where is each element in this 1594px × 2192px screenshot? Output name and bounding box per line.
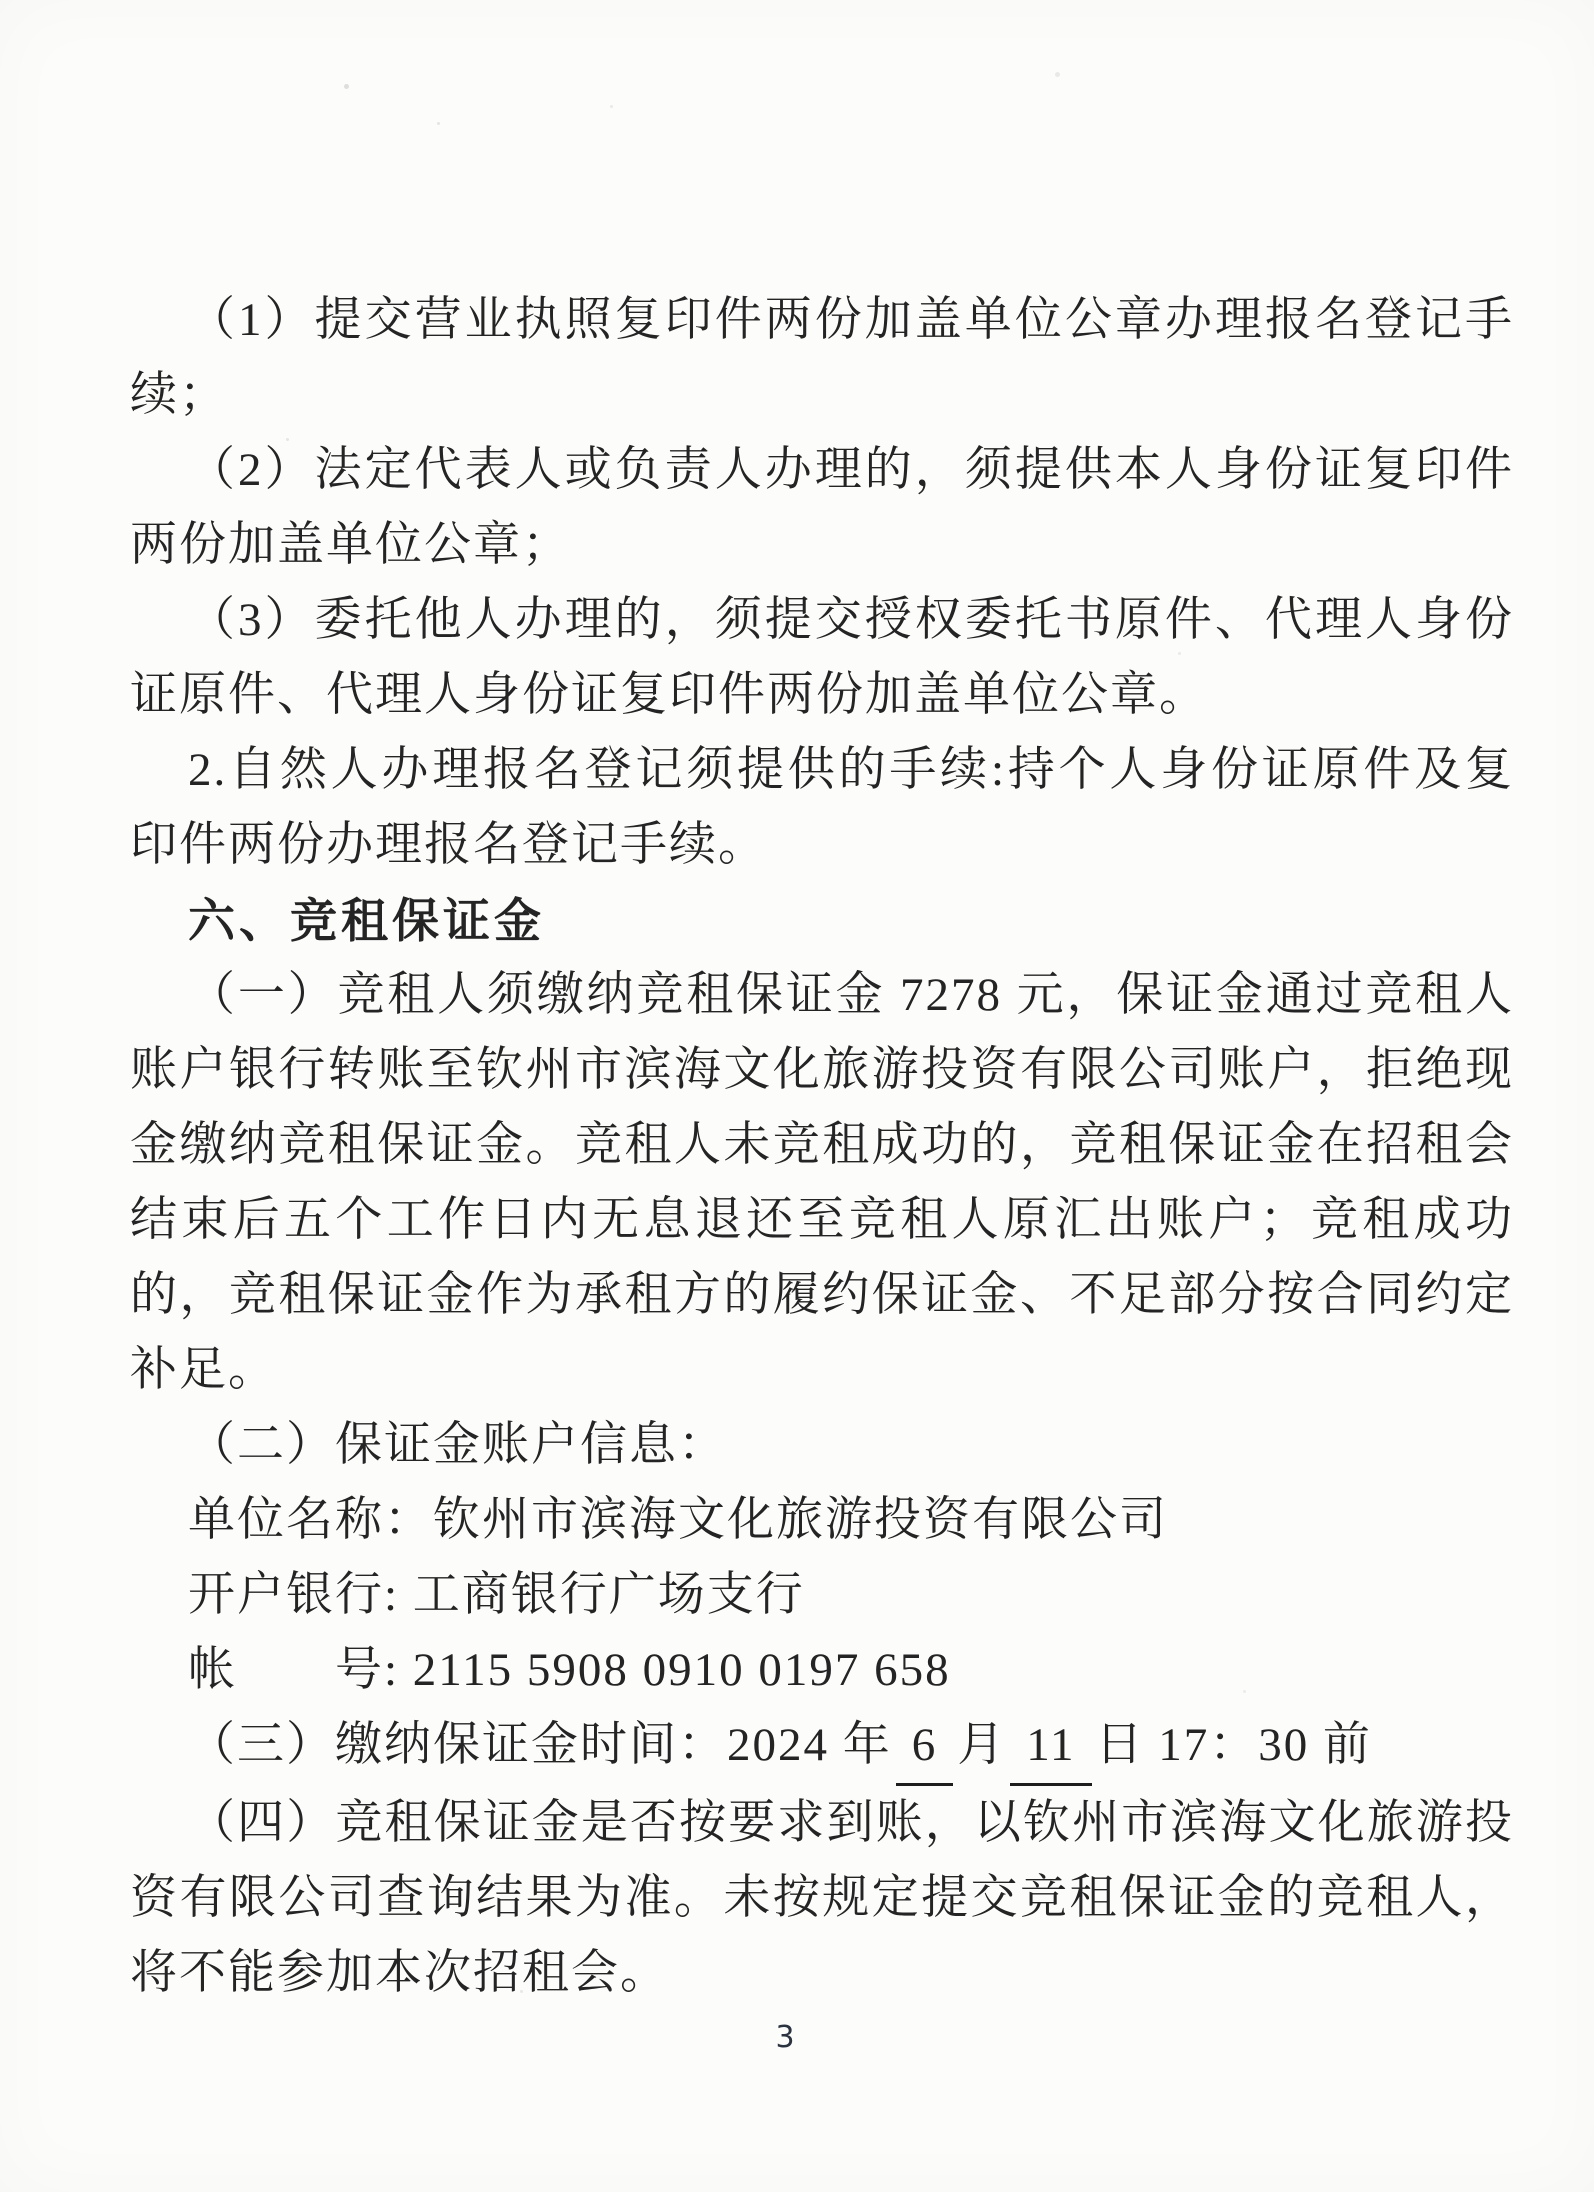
- deadline-day-value: 11: [1010, 1708, 1091, 1786]
- deposit-clause-4-verification: （四）竞租保证金是否按要求到账，以钦州市滨海文化旅游投资有限公司查询结果为准。未按规定提交竞租保证金的竞租人，将不能参加本次招租会。: [130, 1797, 1514, 1999]
- deposit-clause-2-account-info: （二）保证金账户信息：: [188, 1419, 727, 1471]
- page-number: 3: [775, 2020, 795, 2055]
- document-body: [130, 283, 1514, 2011]
- clause-3-authorized-agent: （3）委托他人办理的，须提交授权委托书原件、代理人身份证原件、代理人身份证复印件两份加盖单位公章。: [130, 594, 1514, 721]
- scan-noise-specks: [0, 0, 3, 3]
- clause-2-legal-representative: （2）法定代表人或负责人办理的，须提供本人身份证复印件两份加盖单位公章；: [130, 444, 1514, 571]
- clause-natural-person: 2.自然人办理报名登记须提供的手续:持个人身份证原件及复印件两份办理报名登记手续。: [130, 744, 1514, 871]
- deadline-prefix: （三）缴纳保证金时间：2024 年: [188, 1719, 892, 1771]
- deadline-mid: 月: [957, 1719, 1007, 1771]
- section-heading-deposit: 六、竞租保证金: [188, 894, 545, 947]
- deposit-deadline-line: [130, 1708, 1514, 1786]
- account-number-line: 帐 号: 2115 5908 0910 0197 658: [188, 1644, 951, 1696]
- bank-name-line: 开户银行: 工商银行广场支行: [188, 1569, 805, 1621]
- clause-1-business-license: （1）提交营业执照复印件两份加盖单位公章办理报名登记手续；: [130, 294, 1514, 421]
- deadline-month-value: 6: [896, 1708, 954, 1786]
- deposit-clause-1-amount: （一）竞租人须缴纳竞租保证金 7278 元，保证金通过竞租人账户银行转账至钦州市滨海文化旅游投资有限公司账户，拒绝现金缴纳竞租保证金。竞租人未竞租成功的，竞租保证金在招租会结束后五个工作日内无息退还至竞租人原汇出账户；竞租成功的，竞租保证金作为承租方的履约保证金、不足部分按合同约定补足。: [130, 969, 1514, 1396]
- deadline-suffix: 日 17：30 前: [1095, 1719, 1373, 1771]
- account-name-line: 单位名称：钦州市滨海文化旅游投资有限公司: [188, 1494, 1168, 1546]
